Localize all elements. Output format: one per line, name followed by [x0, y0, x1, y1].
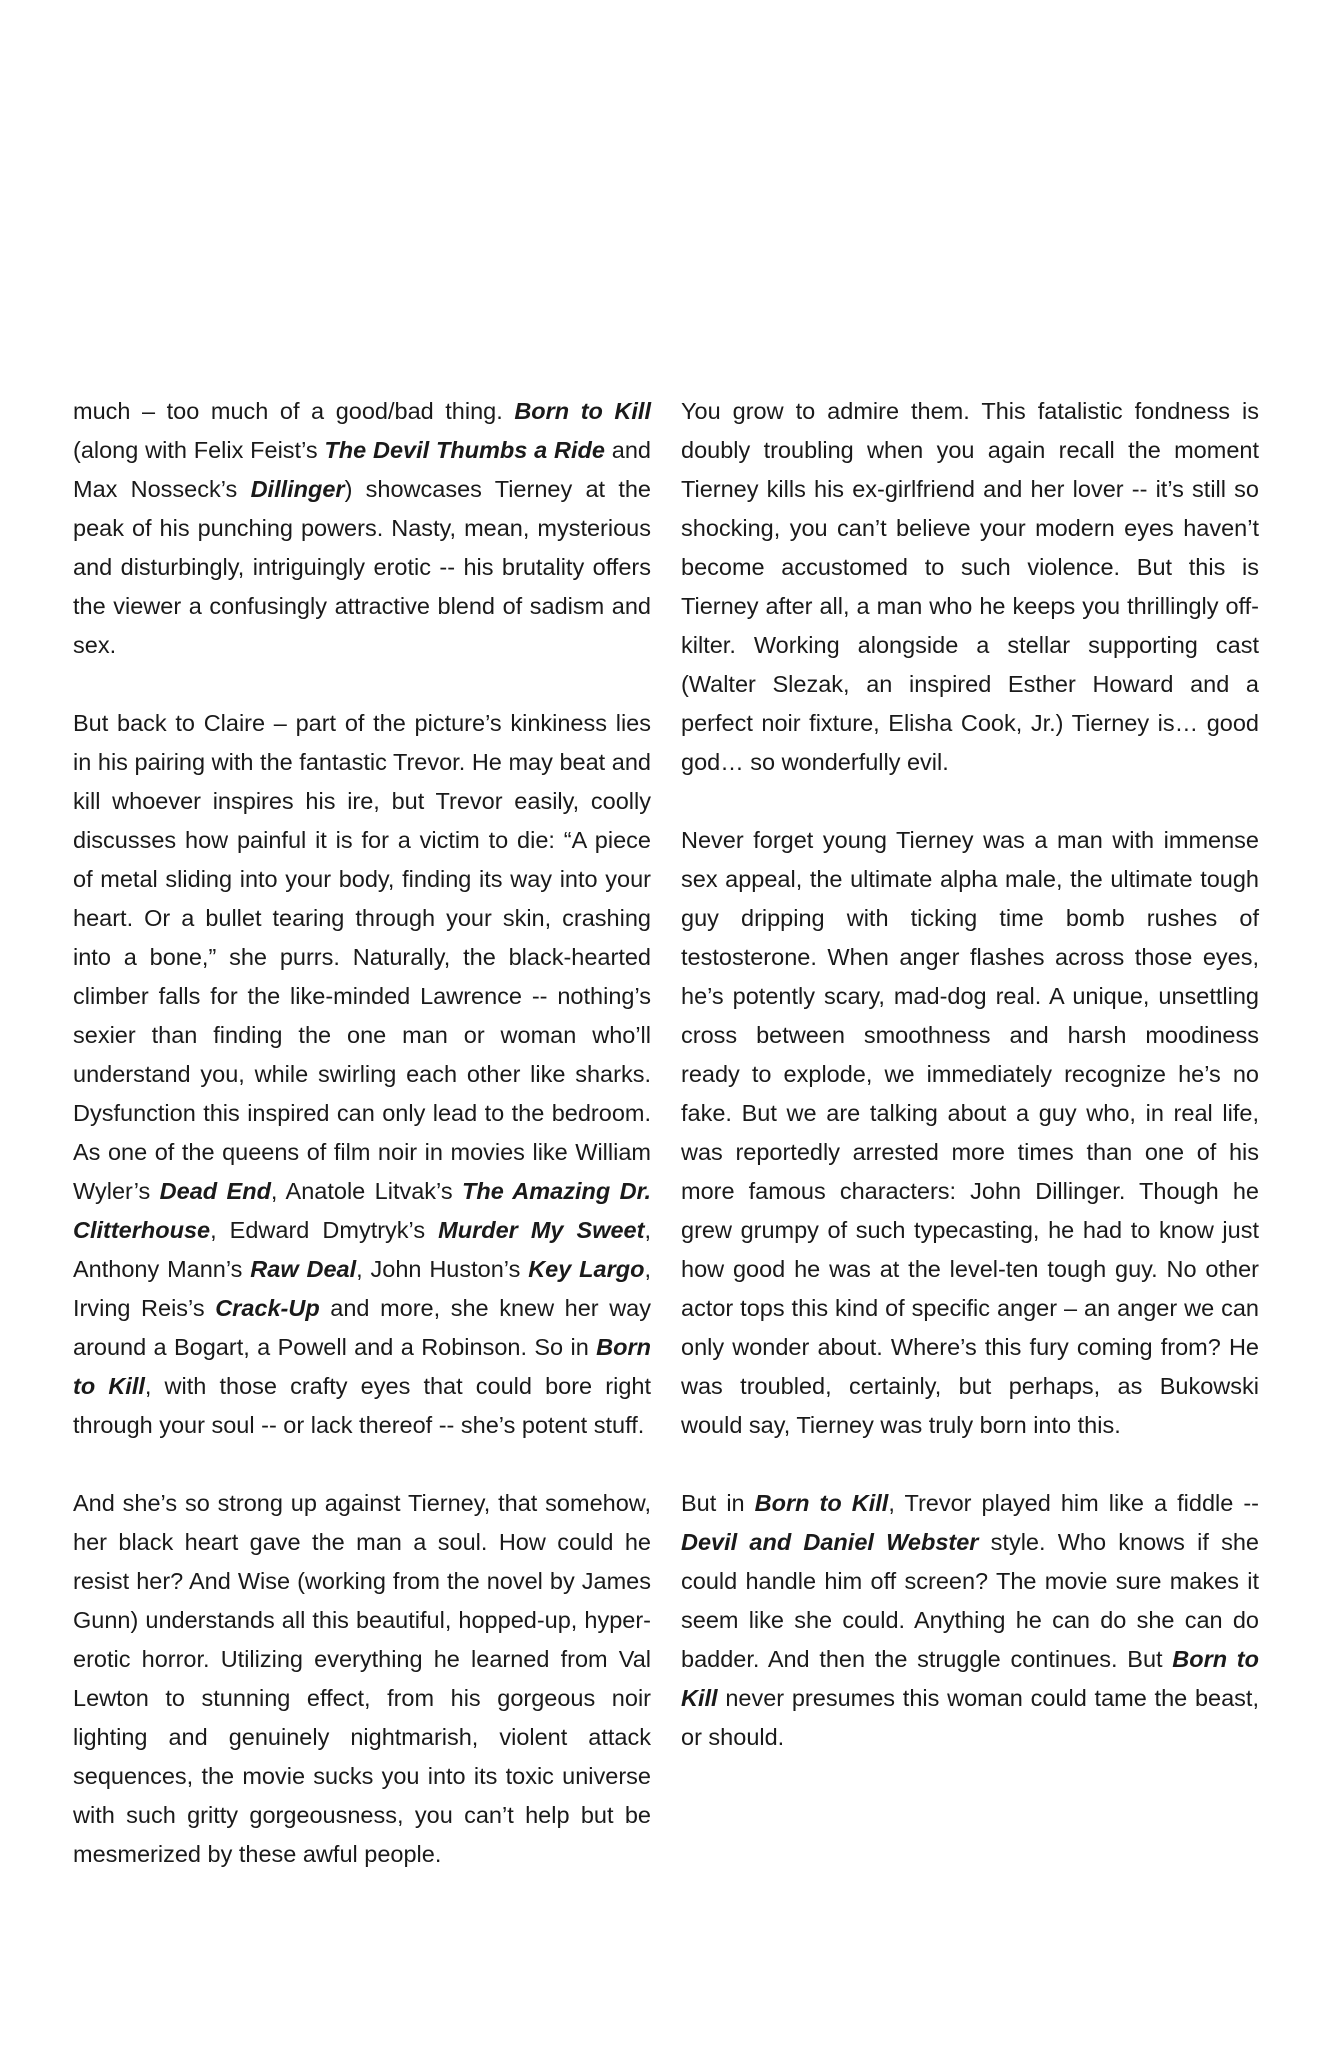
text-run: But back to Claire – part of the picture’s kinkiness lies in his pairing with the fantastic Trevor. He may beat and kill whoever inspires his ire, but Trevor easily, coolly discusses how painful it is for a victim to die: “A piece of metal sliding into your body, finding its way into your heart. Or a bullet tearing through your skin, crashing into a bone,” she purrs. Naturally, the black-hearted climber falls for the like-minded Lawrence -- nothing’s sexier than finding the one man or woman who’ll understand you, while swirling each other like sharks. Dysfunction this inspired can only lead to the bedroom. As one of the queens of film noir in movies like William Wyler’s — [73, 710, 651, 1204]
paragraph — [73, 392, 651, 665]
text-run: much – too much of a good/bad thing. — [73, 398, 515, 424]
text-run: (along with Felix Feist’s — [73, 437, 325, 463]
paragraph — [681, 821, 1259, 1445]
text-run: style. Who knows if she could handle him off screen? The movie sure makes it seem like she could. Anything he can do she can do badder. And then the struggle continues. But — [681, 1529, 1259, 1672]
text-run: , Anthony Mann’s — [73, 1217, 651, 1282]
film-title: Crack-Up — [215, 1295, 320, 1321]
film-title: Born to Kill — [514, 398, 651, 424]
text-run: , Anatole Litvak’s — [270, 1178, 462, 1204]
text-run: , John Huston’s — [356, 1256, 529, 1282]
text-run: and Max Nosseck’s — [73, 437, 651, 502]
film-title: The Devil Thumbs a Ride — [324, 437, 605, 463]
text-run: and more, she knew her way around a Bogart, a Powell and a Robinson. So in — [73, 1295, 651, 1360]
text-run: But in — [681, 1490, 755, 1516]
right-column — [681, 392, 1259, 1757]
text-run: You grow to admire them. This fatalistic fondness is doubly troubling when you again recall the moment Tierney kills his ex-girlfriend and her lover -- it’s still so shocking, you can’t believe your modern eyes haven’t become accustomed to such violence. But this is Tierney after all, a man who he keeps you thrillingly off-kilter. Working alongside a stellar supporting cast (Walter Slezak, an inspired Esther Howard and a perfect noir fixture, Elisha Cook, Jr.) Tierney is… good god… so wonderfully evil. — [681, 398, 1259, 775]
paragraph — [681, 1484, 1259, 1757]
text-run: Never forget young Tierney was a man with immense sex appeal, the ultimate alpha male, the ultimate tough guy dripping with ticking time bomb rushes of testosterone. When anger flashes across those eyes, he’s potently scary, mad-dog real. A unique, unsettling cross between smoothness and harsh moodiness ready to explode, we immediately recognize he’s no fake. But we are talking about a guy who, in real life, was reportedly arrested more times than one of his more famous characters: John Dillinger. Though he grew grumpy of such typecasting, he had to know just how good he was at the level-ten tough guy. No other actor tops this kind of specific anger – an anger we can only wonder about. Where’s this fury coming from? He was troubled, certainly, but perhaps, as Bukowski would say, Tierney was truly born into this. — [681, 827, 1259, 1438]
text-run: And she’s so strong up against Tierney, that somehow, her black heart gave the man a soul. How could he resist her? And Wise (working from the novel by James Gunn) understands all this beautiful, hopped-up, hyper-erotic horror. Utilizing everything he learned from Val Lewton to stunning effect, from his gorgeous noir lighting and genuinely nightmarish, violent attack sequences, the movie sucks you into its toxic universe with such gritty gorgeousness, you can’t help but be mesmerized by these awful people. — [73, 1490, 651, 1867]
film-title: Born to Kill — [681, 1646, 1259, 1711]
film-title: Dillinger — [250, 476, 345, 502]
paragraph — [73, 1484, 651, 1874]
film-title: Born to Kill — [754, 1490, 889, 1516]
film-title: Murder My Sweet — [438, 1217, 645, 1243]
text-run: , Irving Reis’s — [73, 1256, 651, 1321]
text-run: ) showcases Tierney at the peak of his punching powers. Nasty, mean, mysterious and disturbingly, intriguingly erotic -- his brutality offers the viewer a confusingly attractive blend of sadism and sex. — [73, 476, 651, 658]
paragraph — [681, 392, 1259, 782]
paragraph — [73, 704, 651, 1445]
film-title: The Amazing Dr. Clitterhouse — [73, 1178, 651, 1243]
left-column — [73, 392, 651, 1874]
film-title: Raw Deal — [250, 1256, 357, 1282]
text-run: , Trevor played him like a fiddle -- — [888, 1490, 1260, 1516]
film-title: Born to Kill — [73, 1334, 651, 1399]
text-run: , Edward Dmytryk’s — [210, 1217, 439, 1243]
text-run: , with those crafty eyes that could bore right through your soul -- or lack thereof -- she’s potent stuff. — [73, 1373, 651, 1438]
text-run: never presumes this woman could tame the beast, or should. — [681, 1685, 1259, 1750]
film-title: Devil and Daniel Webster — [681, 1529, 979, 1555]
film-title: Dead End — [159, 1178, 271, 1204]
film-title: Key Largo — [528, 1256, 645, 1282]
